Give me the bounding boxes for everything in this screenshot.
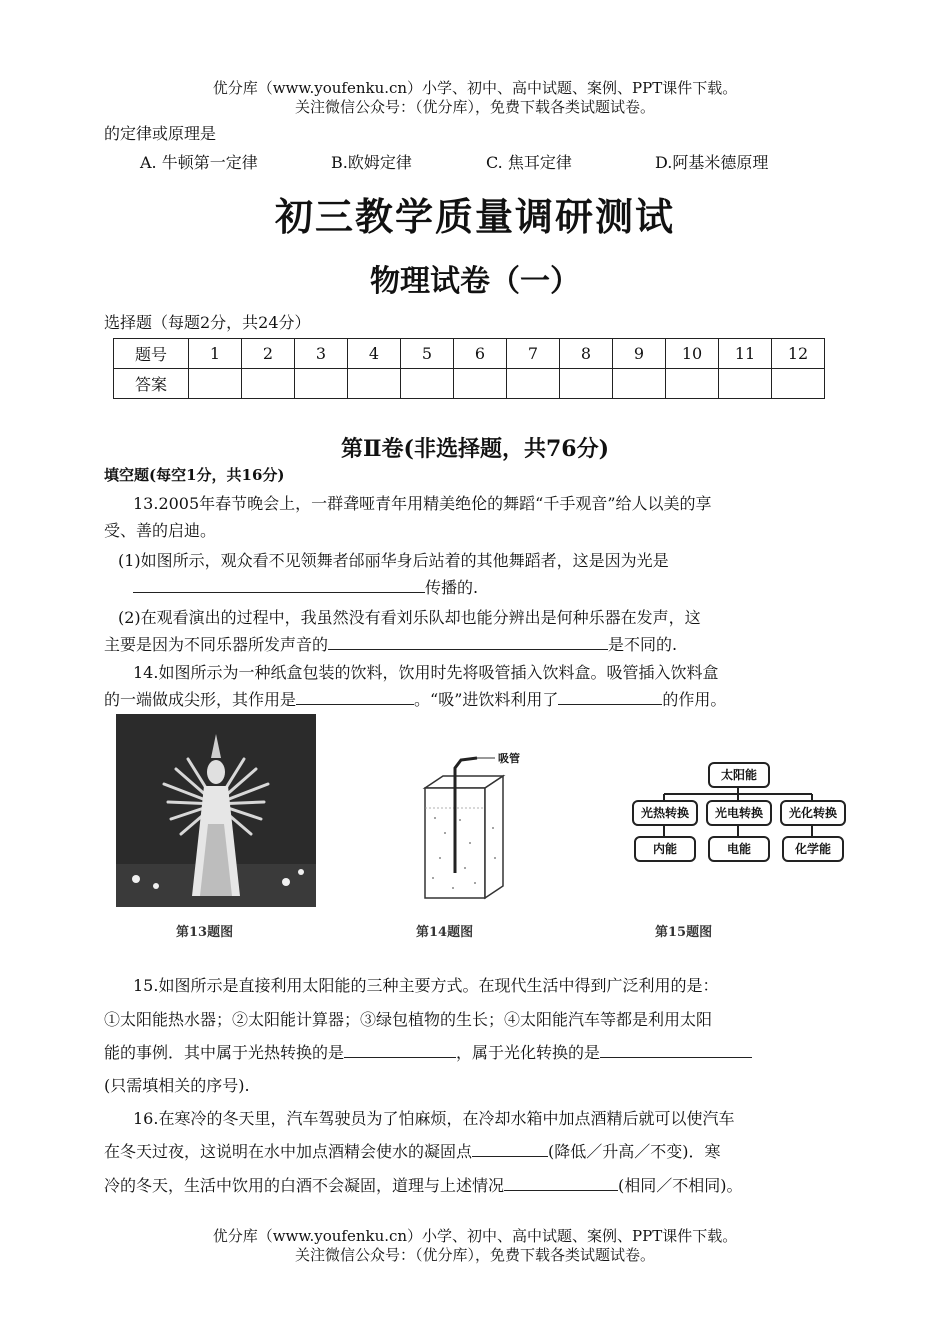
node-photothermal: 光热转换 (632, 800, 698, 826)
answer-table (113, 338, 825, 399)
carryover-options (0, 153, 950, 175)
option-d: D.阿基米德原理 (655, 153, 769, 172)
number-cell: 11 (719, 339, 772, 369)
number-row (114, 339, 825, 369)
q13-sub2-end: 是不同的. (608, 635, 678, 654)
thousand-hand-dancer-image (116, 714, 316, 907)
number-cell: 12 (772, 339, 825, 369)
q13-sub1-answer-line (133, 578, 478, 598)
q16-blank-1[interactable] (472, 1142, 548, 1157)
footer-line-2: 关注微信公众号：（优分库），免费下载各类试题试卷。 (294, 1246, 655, 1264)
q14-blank-1[interactable] (296, 690, 414, 705)
answer-cell[interactable] (348, 369, 401, 399)
q13-blank-1[interactable] (133, 578, 425, 593)
q16-blank-2[interactable] (504, 1176, 618, 1191)
drink-box-icon (415, 748, 525, 908)
page-title: 初三教学质量调研测试 (274, 194, 675, 239)
q14-line-1: 14.如图所示为一种纸盒包装的饮料，饮用时先将吸管插入饮料盒。吸管插入饮料盒 (133, 663, 719, 682)
q13-sub1: (1)如图所示，观众看不见领舞者邰丽华身后站着的其他舞蹈者，这是因为光是 (118, 551, 669, 570)
figure-14-drink-box (415, 748, 525, 908)
answer-cell[interactable] (295, 369, 348, 399)
answer-cell[interactable] (560, 369, 613, 399)
option-c: C. 焦耳定律 (486, 153, 572, 172)
q13-sub1-end: 传播的. (425, 578, 479, 597)
q15-line-4: (只需填相关的序号). (104, 1076, 250, 1095)
number-cell: 5 (401, 339, 454, 369)
node-photochemical: 光化转换 (780, 800, 846, 826)
q16-text-d: (相同／不相同)。 (618, 1176, 743, 1195)
carryover-text: 的定律或原理是 (104, 124, 217, 143)
q15-line-1: 15.如图所示是直接利用太阳能的三种主要方式。在现代生活中得到广泛利用的是： (133, 976, 719, 995)
number-cell: 2 (242, 339, 295, 369)
q14-blank-2[interactable] (558, 690, 662, 705)
figure-15-caption: 第15题图 (655, 925, 713, 940)
answer-cell[interactable] (401, 369, 454, 399)
number-cell: 6 (454, 339, 507, 369)
figure-15-solar-diagram (628, 762, 848, 872)
option-a: A. 牛顿第一定律 (140, 153, 258, 172)
q13-sub2-line-2 (104, 635, 677, 655)
section-title: 第Ⅱ卷(非选择题，共76分) (341, 436, 609, 462)
answer-cell[interactable] (242, 369, 295, 399)
q13-blank-2[interactable] (328, 635, 608, 650)
answer-cell[interactable] (454, 369, 507, 399)
footer-line-1: 优分库（www.youfenku.cn）小学、初中、高中试题、案例、PPT课件下载。 (212, 1227, 738, 1245)
q15-blank-1[interactable] (344, 1043, 456, 1058)
answer-cell[interactable] (719, 369, 772, 399)
choice-heading: 选择题（每题2分，共24分） (104, 313, 311, 332)
q14-line-2 (104, 690, 726, 710)
q15-text-a: 能的事例．其中属于光热转换的是 (104, 1043, 345, 1062)
number-cell: 9 (613, 339, 666, 369)
answer-cell[interactable] (189, 369, 242, 399)
q14-text-a: 的一端做成尖形，其作用是 (104, 690, 297, 709)
answer-cell[interactable] (507, 369, 560, 399)
row-header-answer: 答案 (114, 369, 189, 399)
figure-14-caption: 第14题图 (416, 925, 474, 940)
option-b: B.欧姆定律 (331, 153, 412, 172)
q16-text-c: 冷的冬天，生活中饮用的白酒不会凝固，道理与上述情况 (104, 1176, 505, 1195)
number-cell: 7 (507, 339, 560, 369)
q15-line-2: ①太阳能热水器；②太阳能计算器；③绿包植物的生长；④太阳能汽车等都是利用太阳 (104, 1010, 713, 1029)
answer-cell[interactable] (613, 369, 666, 399)
answer-row (114, 369, 825, 399)
q16-text-b: (降低／升高／不变)．寒 (548, 1142, 721, 1161)
figure-13-caption: 第13题图 (176, 925, 234, 940)
number-cell: 8 (560, 339, 613, 369)
node-chemical-energy: 化学能 (782, 836, 844, 862)
row-header-number: 题号 (114, 339, 189, 369)
answer-cell[interactable] (772, 369, 825, 399)
figure-13-photo (116, 714, 316, 907)
number-cell: 1 (189, 339, 242, 369)
number-cell: 10 (666, 339, 719, 369)
q13-line-2: 受、善的启迪。 (104, 521, 217, 540)
q13-sub2-start: 主要是因为不同乐器所发声音的 (104, 635, 329, 654)
node-solar-energy: 太阳能 (708, 762, 770, 788)
fill-heading: 填空题(每空1分，共16分) (104, 466, 285, 484)
node-internal-energy: 内能 (634, 836, 696, 862)
q15-line-3 (104, 1043, 752, 1063)
q13-line-1: 13.2005年春节晚会上，一群聋哑青年用精美绝伦的舞蹈“千手观音”给人以美的享 (133, 494, 712, 513)
node-electric-energy: 电能 (708, 836, 770, 862)
straw-label: 吸管 (498, 752, 520, 765)
node-photoelectric: 光电转换 (706, 800, 772, 826)
q16-line-1: 16.在寒冷的冬天里，汽车驾驶员为了怕麻烦，在冷却水箱中加点酒精后就可以使汽车 (133, 1109, 735, 1128)
q14-text-c: 的作用。 (662, 690, 727, 709)
page-subtitle: 物理试卷（一） (370, 264, 580, 299)
q15-text-b: ，属于光化转换的是 (456, 1043, 601, 1062)
q14-text-b: 。“吸”进饮料利用了 (414, 690, 559, 709)
q16-text-a: 在冬天过夜，这说明在水中加点酒精会使水的凝固点 (104, 1142, 473, 1161)
q16-line-2 (104, 1142, 721, 1162)
q13-sub2: (2)在观看演出的过程中，我虽然没有看刘乐队却也能分辨出是何种乐器在发声，这 (118, 608, 701, 627)
q15-blank-2[interactable] (600, 1043, 752, 1058)
number-cell: 4 (348, 339, 401, 369)
number-cell: 3 (295, 339, 348, 369)
header-line-1: 优分库（www.youfenku.cn）小学、初中、高中试题、案例、PPT课件下载。 (212, 79, 738, 97)
q16-line-3 (104, 1176, 743, 1196)
answer-cell[interactable] (666, 369, 719, 399)
header-line-2: 关注微信公众号：（优分库），免费下载各类试题试卷。 (294, 98, 655, 116)
